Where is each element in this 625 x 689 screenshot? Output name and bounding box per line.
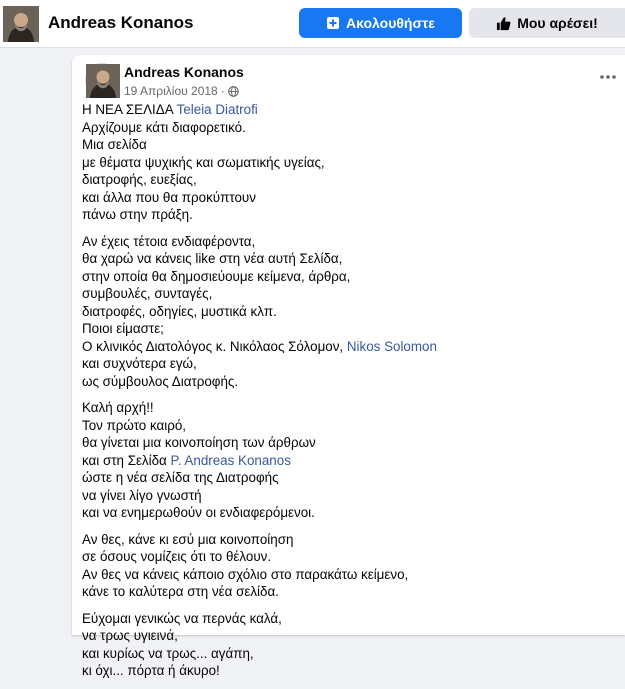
post-line [82, 399, 612, 417]
post-line-text: Αν θες να κάνεις κάποιο σχόλιο στο παρακάτω κείμενο, [82, 566, 409, 582]
post-line [82, 662, 612, 680]
post-line-text: θα γίνεται μια κοινοποίηση των άρθρων [82, 435, 316, 450]
post-line [82, 504, 612, 522]
post-line [82, 469, 612, 487]
post-line [82, 373, 612, 391]
post-line-text: Αν θες, κάνε κι εσύ μια κοινοποίηση [82, 531, 294, 547]
post-line-text: διατροφές, οδηγίες, μυστικά κλπ. [82, 303, 277, 319]
post-line-text: συμβουλές, συνταγές, [82, 286, 213, 301]
post-line [82, 583, 612, 601]
post-line [82, 154, 612, 172]
post-line [82, 452, 612, 470]
post-line-text: και άλλα που θα προκύπτουν [82, 189, 256, 205]
post-paragraph [82, 610, 612, 680]
mention-link[interactable]: Nikos Solomon [346, 338, 437, 354]
post-line [82, 548, 612, 566]
page-avatar[interactable] [3, 6, 39, 42]
meta-separator: · [220, 84, 225, 98]
post-options-button[interactable] [596, 67, 620, 87]
post-line [82, 355, 612, 373]
post-line [82, 531, 612, 549]
post-line-text: και συχνότερα εγώ, [82, 356, 197, 371]
post-text [82, 101, 612, 689]
post-line [82, 566, 612, 584]
post-line [82, 285, 612, 303]
thumbs-up-icon [496, 16, 511, 31]
post-line [82, 417, 612, 435]
post-paragraph [82, 233, 612, 391]
post-line-text: Αν έχεις τέτοια ενδιαφέροντα, [82, 233, 256, 249]
post-paragraph [82, 399, 612, 522]
post-line-text: Τον πρώτο καιρό, [82, 417, 186, 433]
follow-button[interactable] [299, 8, 462, 38]
post-line [82, 338, 612, 356]
like-button-label: Μου αρέσει! [517, 15, 598, 31]
post-line-text: και να ενημερωθούν οι ενδιαφερόμενοι. [82, 505, 315, 520]
post-line [82, 268, 612, 286]
post-line [82, 627, 612, 645]
post-line [82, 250, 612, 268]
follow-button-label: Ακολουθήστε [346, 15, 435, 31]
post-line-text: Αρχίζουμε κάτι διαφορετικό. [82, 119, 246, 135]
post-line-text: διατροφής, ευεξίας, [82, 172, 197, 187]
post-line-text: να τρως υγιεινά, [82, 628, 178, 643]
post-line [82, 303, 612, 321]
like-page-button[interactable] [469, 8, 625, 38]
globe-icon[interactable] [228, 86, 239, 97]
post-line-text: κι όχι... πόρτα ή άκυρο! [82, 663, 220, 678]
post-line-text: Η ΝΕΑ ΣΕΛΙΔΑ [82, 102, 177, 117]
post-line-text: κάνε το καλύτερα στη νέα σελίδα. [82, 584, 279, 599]
post-line-text: πάνω στην πράξη. [82, 207, 193, 222]
mention-link[interactable]: P. Andreas Konanos [170, 452, 291, 468]
post-line-text: σε όσους νομίζεις ότι το θέλουν. [82, 549, 272, 564]
avatar-photo-icon [3, 6, 39, 42]
follow-plus-icon [326, 16, 340, 30]
post-date[interactable]: 19 Απριλίου 2018 [124, 84, 218, 98]
post-line [82, 487, 612, 505]
post-line [82, 206, 612, 224]
post-line-text: ώστε η νέα σελίδα της Διατροφής [82, 470, 279, 485]
post-meta [124, 84, 239, 98]
avatar-photo-icon [86, 64, 120, 98]
post-line-text: να γίνει λίγο γνωστή [82, 487, 202, 503]
more-options-icon [600, 75, 616, 79]
post-line [82, 233, 612, 251]
post-line-text: και κυρίως να τρως... αγάπη, [82, 645, 254, 661]
post-line [82, 101, 612, 119]
post-line [82, 610, 612, 628]
post-card [72, 55, 625, 678]
post-line [82, 119, 612, 137]
post-line-text: και στη Σελίδα [82, 452, 171, 468]
post-line-text: στην οποία θα δημοσιεύουμε κείμενα, άρθρα, [82, 268, 351, 284]
post-line-text: Καλή αρχή!! [82, 400, 154, 415]
mention-link[interactable]: Teleia Diatrofi [176, 102, 258, 117]
post-line [82, 645, 612, 663]
post-line [82, 189, 612, 207]
post-author-name[interactable]: Andreas Konanos [124, 64, 244, 80]
post-line-text: με θέματα ψυχικής και σωματικής υγείας, [82, 154, 325, 170]
post-line-text: Μια σελίδα [82, 137, 147, 152]
post-line-text: Ο κλινικός Διατολόγος κ. Νικόλαος Σόλομον, [82, 338, 347, 354]
post-line-text: Ποιοι είμαστε; [82, 321, 164, 336]
post-line [82, 136, 612, 154]
post-paragraph [82, 531, 612, 601]
post-line [82, 320, 612, 338]
page-name[interactable]: Andreas Konanos [48, 13, 194, 32]
post-line-text: ως σύμβουλος Διατροφής. [82, 373, 239, 389]
post-line-text: Εύχομαι γενικώς να περνάς καλά, [82, 610, 282, 626]
post-line [82, 434, 612, 452]
post-author-avatar[interactable] [85, 63, 119, 97]
post-paragraph [82, 101, 612, 224]
post-line-text: θα χαρώ να κάνεις like στη νέα αυτή Σελίδα, [82, 251, 343, 266]
post-line [82, 171, 612, 189]
page-header [0, 0, 625, 48]
